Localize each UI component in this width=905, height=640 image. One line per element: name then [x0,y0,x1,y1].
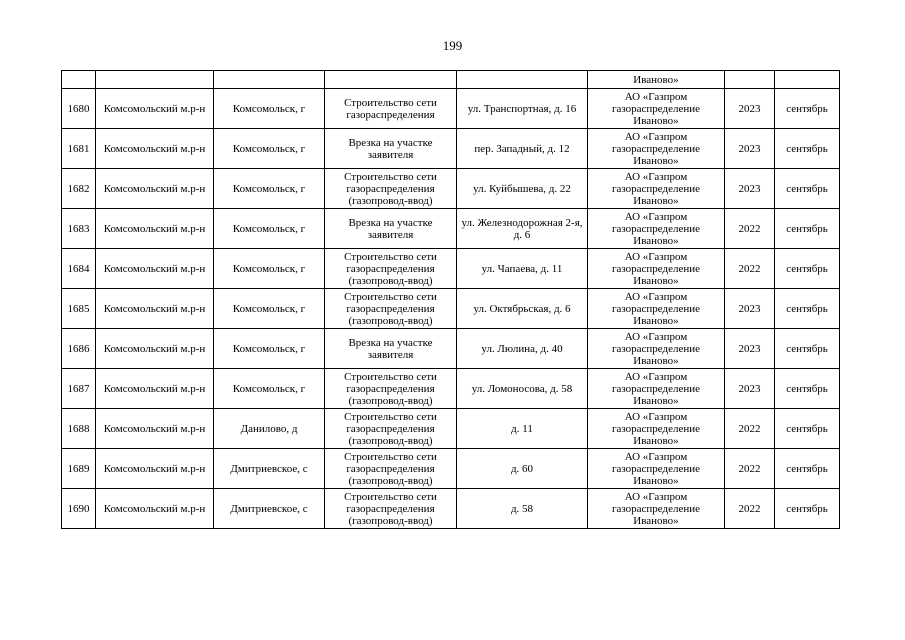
cell-district: Комсомольский м.р-н [96,249,214,289]
cell-month: сентябрь [775,249,840,289]
cell-year: 2022 [725,449,775,489]
cell-district: Комсомольский м.р-н [96,489,214,529]
cell-month: сентябрь [775,409,840,449]
cell-district: Комсомольский м.р-н [96,89,214,129]
cell-month: сентябрь [775,369,840,409]
cell-year: 2022 [725,489,775,529]
table-row [62,89,840,129]
cell-address [457,71,588,89]
cell-settlement: Дмитриевское, с [214,449,325,489]
cell-organization: АО «Газпром газораспределение Иваново» [588,129,725,169]
cell-work: Строительство сети газораспределения (газопровод-ввод) [325,249,457,289]
cell-work: Строительство сети газораспределения [325,89,457,129]
cell-settlement: Комсомольск, г [214,169,325,209]
cell-address: д. 60 [457,449,588,489]
cell-settlement: Комсомольск, г [214,89,325,129]
cell-organization: АО «Газпром газораспределение Иваново» [588,329,725,369]
cell-num: 1688 [62,409,96,449]
cell-address: ул. Транспортная, д. 16 [457,89,588,129]
cell-organization: Иваново» [588,71,725,89]
cell-address: ул. Октябрьская, д. 6 [457,289,588,329]
cell-num: 1683 [62,209,96,249]
cell-work: Строительство сети газораспределения (газопровод-ввод) [325,409,457,449]
cell-month: сентябрь [775,209,840,249]
cell-month: сентябрь [775,449,840,489]
cell-num: 1690 [62,489,96,529]
cell-num: 1684 [62,249,96,289]
table-row [62,209,840,249]
cell-district: Комсомольский м.р-н [96,369,214,409]
cell-year: 2023 [725,89,775,129]
cell-settlement: Комсомольск, г [214,329,325,369]
cell-settlement: Комсомольск, г [214,369,325,409]
cell-address: пер. Западный, д. 12 [457,129,588,169]
cell-month [775,71,840,89]
cell-work: Врезка на участке заявителя [325,209,457,249]
page-number: 199 [442,38,463,53]
cell-address: ул. Куйбышева, д. 22 [457,169,588,209]
cell-address: ул. Ломоносова, д. 58 [457,369,588,409]
cell-work: Строительство сети газораспределения (газопровод-ввод) [325,489,457,529]
cell-organization: АО «Газпром газораспределение Иваново» [588,369,725,409]
cell-num: 1680 [62,89,96,129]
cell-settlement: Дмитриевское, с [214,489,325,529]
cell-year: 2023 [725,169,775,209]
cell-district: Комсомольский м.р-н [96,329,214,369]
cell-address: ул. Железнодорожная 2-я, д. 6 [457,209,588,249]
cell-district: Комсомольский м.р-н [96,129,214,169]
cell-organization: АО «Газпром газораспределение Иваново» [588,209,725,249]
cell-year: 2023 [725,329,775,369]
cell-num: 1689 [62,449,96,489]
table-row [62,289,840,329]
cell-district: Комсомольский м.р-н [96,209,214,249]
cell-month: сентябрь [775,89,840,129]
table-row [62,369,840,409]
cell-year: 2022 [725,249,775,289]
gasification-table [61,70,840,529]
table-row [62,449,840,489]
cell-district: Комсомольский м.р-н [96,449,214,489]
continuation-row [62,71,840,89]
cell-year: 2023 [725,289,775,329]
cell-work: Строительство сети газораспределения (газопровод-ввод) [325,369,457,409]
cell-work: Строительство сети газораспределения (газопровод-ввод) [325,169,457,209]
cell-settlement: Комсомольск, г [214,129,325,169]
cell-address: ул. Чапаева, д. 11 [457,249,588,289]
cell-settlement: Данилово, д [214,409,325,449]
cell-organization: АО «Газпром газораспределение Иваново» [588,289,725,329]
cell-address: д. 58 [457,489,588,529]
cell-month: сентябрь [775,329,840,369]
cell-year: 2023 [725,369,775,409]
cell-month: сентябрь [775,289,840,329]
cell-work: Врезка на участке заявителя [325,329,457,369]
cell-num: 1687 [62,369,96,409]
table-row [62,249,840,289]
cell-district: Комсомольский м.р-н [96,289,214,329]
cell-organization: АО «Газпром газораспределение Иваново» [588,449,725,489]
cell-month: сентябрь [775,129,840,169]
cell-district: Комсомольский м.р-н [96,409,214,449]
cell-year: 2023 [725,129,775,169]
cell-organization: АО «Газпром газораспределение Иваново» [588,169,725,209]
cell-num: 1681 [62,129,96,169]
table-row [62,169,840,209]
cell-year [725,71,775,89]
cell-settlement: Комсомольск, г [214,289,325,329]
cell-settlement [214,71,325,89]
table-row [62,409,840,449]
cell-year: 2022 [725,209,775,249]
cell-num: 1685 [62,289,96,329]
cell-num: 1686 [62,329,96,369]
cell-work: Врезка на участке заявителя [325,129,457,169]
cell-settlement: Комсомольск, г [214,249,325,289]
cell-address: д. 11 [457,409,588,449]
cell-work: Строительство сети газораспределения (газопровод-ввод) [325,289,457,329]
cell-num: 1682 [62,169,96,209]
cell-district: Комсомольский м.р-н [96,169,214,209]
cell-year: 2022 [725,409,775,449]
cell-organization: АО «Газпром газораспределение Иваново» [588,489,725,529]
table-row [62,329,840,369]
cell-num [62,71,96,89]
table-row [62,129,840,169]
cell-month: сентябрь [775,169,840,209]
cell-address: ул. Люлина, д. 40 [457,329,588,369]
cell-organization: АО «Газпром газораспределение Иваново» [588,249,725,289]
cell-month: сентябрь [775,489,840,529]
cell-district [96,71,214,89]
cell-organization: АО «Газпром газораспределение Иваново» [588,409,725,449]
cell-work [325,71,457,89]
cell-organization: АО «Газпром газораспределение Иваново» [588,89,725,129]
table-row [62,489,840,529]
cell-work: Строительство сети газораспределения (газопровод-ввод) [325,449,457,489]
cell-settlement: Комсомольск, г [214,209,325,249]
